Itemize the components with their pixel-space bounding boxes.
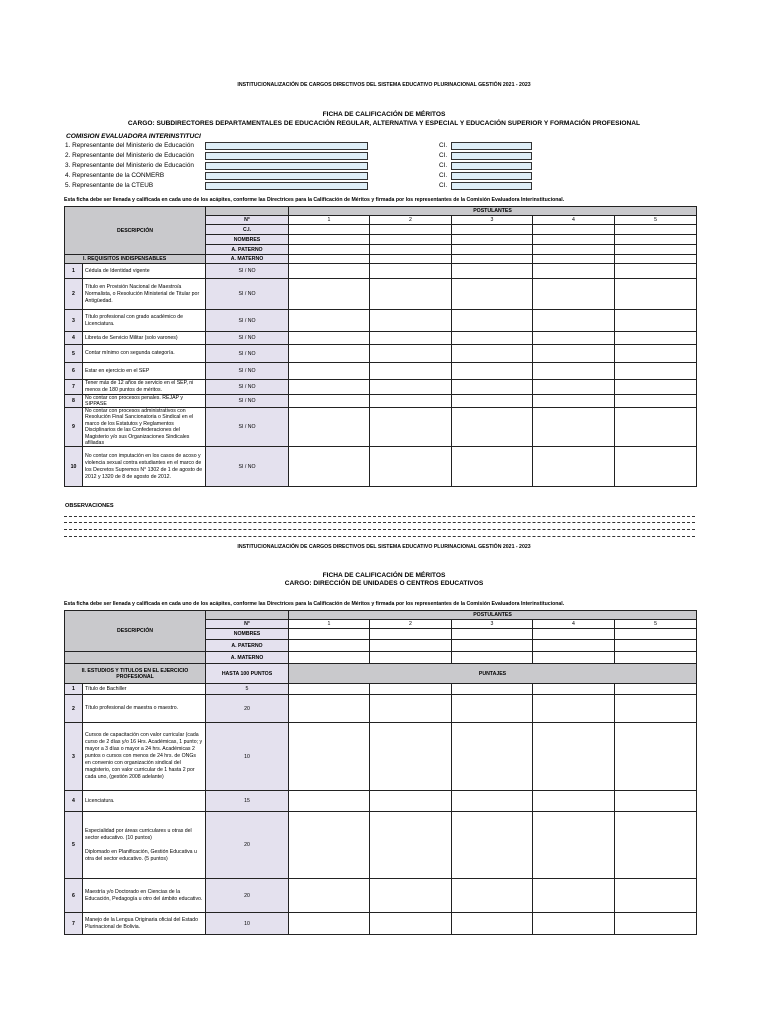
ci-cell[interactable]: [289, 225, 370, 235]
rep-ci-field-1[interactable]: [451, 142, 532, 150]
row-description: Cédula de Identidad vigente: [83, 264, 206, 279]
row-description: Libreta de Servicio Militar (solo varones): [83, 332, 206, 345]
nombres-cell[interactable]: [615, 629, 697, 640]
score-cell[interactable]: [615, 380, 697, 395]
score-cell[interactable]: [452, 791, 533, 812]
row-number: 4: [65, 791, 83, 812]
row-description: Título en Provisión Nacional de Maestro/a Normalista, o Resolución Ministerial de Titular por Antigüedad.: [83, 279, 206, 310]
row-number: 1: [65, 264, 83, 279]
row-description: Título profesional con grado académico de Licenciatura.: [83, 310, 206, 332]
row-value: 15: [206, 791, 289, 812]
page2-cargo: CARGO: DIRECCIÓN DE UNIDADES O CENTROS EDUCATIVOS: [284, 580, 484, 587]
score-cell[interactable]: [615, 408, 697, 447]
row-description: Cursos de capacitación con valor curricular (cada curso de 2 días y/o 16 Hrs. Académicas, 1 punto; y mayor a 3 días o mayor a 24 hrs. Académicas 2 puntos o cursos con menos de 24 hrs. de ONGs en convenio con organización sindical del magisterio, con valor curricular de 1 hasta 2 por cada uno, (gestión 2008 adelante): [83, 723, 206, 791]
postulant-number-2: 2: [370, 620, 452, 629]
nombres-cell[interactable]: [370, 629, 452, 640]
row-label-nombres: NOMBRES: [206, 629, 289, 640]
row-value: SI / NO: [206, 363, 289, 380]
score-cell[interactable]: [289, 879, 370, 913]
table-row: [65, 695, 697, 723]
score-cell[interactable]: [452, 395, 533, 408]
score-cell[interactable]: [370, 408, 452, 447]
row-value: 20: [206, 812, 289, 879]
score-cell[interactable]: [533, 380, 615, 395]
row-description: Tener más de 12 años de servicio en el SEP, ni menos de 180 puntos de méritos.: [83, 380, 206, 395]
score-cell[interactable]: [289, 913, 370, 935]
postulant-number-5: 5: [615, 216, 697, 225]
rep-ci-field-3[interactable]: [451, 162, 532, 170]
rep-name-field-3[interactable]: [205, 162, 368, 170]
score-cell[interactable]: [452, 380, 533, 395]
score-cell[interactable]: [289, 380, 370, 395]
postulant-number-4: 4: [533, 620, 615, 629]
score-cell[interactable]: [615, 363, 697, 380]
rep-name-field-1[interactable]: [205, 142, 368, 150]
score-cell[interactable]: [452, 879, 533, 913]
row-description: Estar en ejercicio en el SEP: [83, 363, 206, 380]
score-cell[interactable]: [452, 408, 533, 447]
score-cell[interactable]: [370, 380, 452, 395]
score-cell[interactable]: [533, 395, 615, 408]
score-cell[interactable]: [289, 447, 370, 487]
rep-name-field-2[interactable]: [205, 152, 368, 160]
score-cell[interactable]: [452, 363, 533, 380]
table-row: [65, 447, 697, 487]
score-cell[interactable]: [533, 791, 615, 812]
rep-ci-label-2: CI.: [439, 152, 448, 159]
row-number: 2: [65, 279, 83, 310]
paterno-cell[interactable]: [533, 245, 615, 255]
score-cell[interactable]: [533, 695, 615, 723]
row-number: 5: [65, 345, 83, 363]
row-description: Título de Bachiller: [83, 684, 206, 695]
score-cell[interactable]: [370, 913, 452, 935]
observaciones-line[interactable]: [64, 516, 695, 517]
row-label-paterno: A. PATERNO: [206, 640, 289, 652]
rep-ci-label-3: CI.: [439, 162, 448, 169]
materno-cell[interactable]: [452, 255, 533, 264]
score-cell[interactable]: [289, 695, 370, 723]
row-number: 10: [65, 447, 83, 487]
section-estudios: II. ESTUDIOS Y TITULOS EN EL EJERCICIO PROFESIONAL: [65, 664, 206, 684]
score-cell[interactable]: [289, 812, 370, 879]
score-cell[interactable]: [615, 264, 697, 279]
row-number: 4: [65, 332, 83, 345]
table-row: [65, 395, 697, 408]
score-cell[interactable]: [533, 684, 615, 695]
paterno-cell[interactable]: [452, 640, 533, 652]
descripcion-header-2: DESCRIPCIÓN: [65, 611, 206, 652]
score-cell[interactable]: [289, 723, 370, 791]
studies-table: [64, 610, 697, 935]
table-row: [65, 408, 697, 447]
paterno-cell[interactable]: [289, 245, 370, 255]
score-cell[interactable]: [615, 345, 697, 363]
paterno-cell[interactable]: [289, 640, 370, 652]
rep-ci-field-2[interactable]: [451, 152, 532, 160]
row-value: 10: [206, 913, 289, 935]
score-cell[interactable]: [533, 264, 615, 279]
materno-cell[interactable]: [533, 652, 615, 664]
score-cell[interactable]: [370, 363, 452, 380]
score-cell[interactable]: [370, 723, 452, 791]
row-description: No contar con procesos penales. REJAP y SIPPASE: [83, 395, 206, 408]
score-cell[interactable]: [452, 264, 533, 279]
row-value: SI / NO: [206, 408, 289, 447]
score-cell[interactable]: [533, 332, 615, 345]
table-row: [65, 332, 697, 345]
page2-header: INSTITUCIONALIZACIÓN DE CARGOS DIRECTIVOS DEL SISTEMA EDUCATIVO PLURINACIONAL GESTIÓN 2021 - 2023: [237, 544, 531, 550]
score-cell[interactable]: [615, 684, 697, 695]
row-value: SI / NO: [206, 380, 289, 395]
row-value: 20: [206, 695, 289, 723]
nombres-cell[interactable]: [289, 629, 370, 640]
row-number: 6: [65, 363, 83, 380]
score-cell[interactable]: [533, 363, 615, 380]
score-cell[interactable]: [370, 695, 452, 723]
score-cell[interactable]: [370, 279, 452, 310]
table-row: [65, 913, 697, 935]
score-cell[interactable]: [452, 723, 533, 791]
score-cell[interactable]: [370, 447, 452, 487]
rep-ci-field-4[interactable]: [451, 172, 532, 180]
score-cell[interactable]: [370, 345, 452, 363]
score-cell[interactable]: [533, 408, 615, 447]
row-description: Manejo de la Lengua Originaria oficial del Estado Plurinacional de Bolivia.: [83, 913, 206, 935]
score-cell[interactable]: [615, 812, 697, 879]
row-description: Licenciatura.: [83, 791, 206, 812]
score-cell[interactable]: [533, 447, 615, 487]
row-value: 20: [206, 879, 289, 913]
score-cell[interactable]: [533, 279, 615, 310]
nombres-cell[interactable]: [452, 235, 533, 245]
rep-name-field-4[interactable]: [205, 172, 368, 180]
page2-title: FICHA DE CALIFICACIÓN DE MÉRITOS: [322, 572, 446, 579]
score-cell[interactable]: [289, 684, 370, 695]
nombres-cell[interactable]: [452, 629, 533, 640]
postulant-number-5: 5: [615, 620, 697, 629]
score-cell[interactable]: [370, 332, 452, 345]
page1-cargo: CARGO: SUBDIRECTORES DEPARTAMENTALES DE EDUCACIÓN REGULAR, ALTERNATIVA Y ESPECIAL Y EDUCACIÓN SUPERIOR Y FORMACIÓN PROFESIONAL: [127, 120, 641, 127]
rep-label-3: 3. Representante del Ministerio de Educación: [65, 162, 194, 169]
materno-cell[interactable]: [370, 652, 452, 664]
score-cell[interactable]: [615, 332, 697, 345]
row-label-materno: A. MATERNO: [206, 255, 289, 264]
rep-label-2: 2. Representante del Ministerio de Educación: [65, 152, 194, 159]
score-cell[interactable]: [370, 264, 452, 279]
row-number: 2: [65, 695, 83, 723]
score-cell[interactable]: [370, 395, 452, 408]
rep-ci-label-5: CI.: [439, 182, 448, 189]
row-number: 3: [65, 723, 83, 791]
score-cell[interactable]: [289, 264, 370, 279]
nombres-cell[interactable]: [615, 235, 697, 245]
observaciones-line[interactable]: [64, 529, 695, 530]
table-row: [65, 363, 697, 380]
row-number: 7: [65, 913, 83, 935]
row-number: 8: [65, 395, 83, 408]
table-row: [65, 723, 697, 791]
materno-cell[interactable]: [289, 255, 370, 264]
paterno-cell[interactable]: [452, 245, 533, 255]
score-cell[interactable]: [615, 310, 697, 332]
score-cell[interactable]: [615, 695, 697, 723]
section-requisitos: I. REQUISITOS INDISPENSABLES: [65, 255, 206, 264]
row-number: 1: [65, 684, 83, 695]
paterno-cell[interactable]: [370, 245, 452, 255]
score-cell[interactable]: [533, 913, 615, 935]
row-value: SI / NO: [206, 395, 289, 408]
table-row: [65, 264, 697, 279]
paterno-cell[interactable]: [615, 640, 697, 652]
score-cell[interactable]: [289, 279, 370, 310]
paterno-cell[interactable]: [370, 640, 452, 652]
score-cell[interactable]: [289, 395, 370, 408]
materno-cell[interactable]: [370, 255, 452, 264]
hasta-100-puntos: HASTA 100 PUNTOS: [206, 664, 289, 684]
materno-cell[interactable]: [615, 652, 697, 664]
rep-ci-field-5[interactable]: [451, 182, 532, 190]
table-row: [65, 380, 697, 395]
row-value: SI / NO: [206, 345, 289, 363]
ci-cell[interactable]: [370, 225, 452, 235]
postulantes-header-2: POSTULANTES: [289, 611, 697, 620]
score-cell[interactable]: [370, 812, 452, 879]
score-cell[interactable]: [370, 310, 452, 332]
page1-header: INSTITUCIONALIZACIÓN DE CARGOS DIRECTIVOS DEL SISTEMA EDUCATIVO PLURINACIONAL GESTIÓN 2021 - 2023: [237, 82, 531, 88]
score-cell[interactable]: [289, 791, 370, 812]
rep-label-5: 5. Representante de la CTEUB: [65, 182, 154, 189]
table-row: [65, 791, 697, 812]
row-number: 3: [65, 310, 83, 332]
observaciones-line[interactable]: [64, 522, 695, 523]
score-cell[interactable]: [452, 279, 533, 310]
requirements-table: [64, 206, 697, 487]
score-cell[interactable]: [452, 345, 533, 363]
nombres-cell[interactable]: [289, 235, 370, 245]
paterno-cell[interactable]: [533, 640, 615, 652]
score-cell[interactable]: [370, 684, 452, 695]
postulant-number-4: 4: [533, 216, 615, 225]
row-value: SI / NO: [206, 447, 289, 487]
postulant-number-3: 3: [452, 620, 533, 629]
nombres-cell[interactable]: [370, 235, 452, 245]
observaciones-line[interactable]: [64, 536, 695, 537]
row-description: No contar con procesos administrativos con Resolución Final Sancionatoria o Sindical en el marco de los Estatutos y Reglamentos Disciplinarios de las Confederaciones del Magisterio y/o sus Organizaciones Sindicales afiliadas: [83, 408, 206, 447]
score-cell[interactable]: [615, 913, 697, 935]
table-row: [65, 879, 697, 913]
score-cell[interactable]: [615, 447, 697, 487]
ci-cell[interactable]: [452, 225, 533, 235]
materno-cell[interactable]: [289, 652, 370, 664]
row-value: SI / NO: [206, 332, 289, 345]
score-cell[interactable]: [289, 332, 370, 345]
row-label-paterno: A. PATERNO: [206, 245, 289, 255]
rep-ci-label-1: CI.: [439, 142, 448, 149]
table-row: [65, 310, 697, 332]
page1-title: FICHA DE CALIFICACIÓN DE MÉRITOS: [322, 111, 446, 118]
row-description: Contar mínimo con segunda categoría.: [83, 345, 206, 363]
score-cell[interactable]: [615, 279, 697, 310]
row-label-nombres: NOMBRES: [206, 235, 289, 245]
postulant-number-1: 1: [289, 216, 370, 225]
row-description: Maestría y/o Doctorado en Ciencias de la Educación, Pedagogía u otro del ámbito educativo.: [83, 879, 206, 913]
nombres-cell[interactable]: [533, 235, 615, 245]
postulant-number-2: 2: [370, 216, 452, 225]
postulant-number-1: 1: [289, 620, 370, 629]
table-row: [65, 812, 697, 879]
row-value: SI / NO: [206, 310, 289, 332]
score-cell[interactable]: [452, 332, 533, 345]
table-row: [65, 684, 697, 695]
score-cell[interactable]: [370, 791, 452, 812]
score-cell[interactable]: [452, 684, 533, 695]
row-number: 9: [65, 408, 83, 447]
paterno-cell[interactable]: [615, 245, 697, 255]
score-cell[interactable]: [289, 363, 370, 380]
materno-cell[interactable]: [452, 652, 533, 664]
score-cell[interactable]: [452, 310, 533, 332]
observaciones-label: OBSERVACIONES: [65, 503, 114, 509]
score-cell[interactable]: [289, 345, 370, 363]
score-cell[interactable]: [533, 879, 615, 913]
row-number: 7: [65, 380, 83, 395]
score-cell[interactable]: [615, 791, 697, 812]
score-cell[interactable]: [615, 879, 697, 913]
puntajes-header: PUNTAJES: [289, 664, 697, 684]
table-row: [65, 279, 697, 310]
page1-note: Esta ficha debe ser llenada y calificada en cada uno de los acápites, conforme las Directrices para la Calificación de Méritos y firmada por los representantes de la Comisión Evaluadora Interinstitucional.: [64, 197, 565, 203]
rep-name-field-5[interactable]: [205, 182, 368, 190]
score-cell[interactable]: [452, 913, 533, 935]
rep-label-4: 4. Representante de la CONMERB: [65, 172, 165, 179]
materno-cell[interactable]: [615, 255, 697, 264]
score-cell[interactable]: [289, 310, 370, 332]
score-cell[interactable]: [452, 695, 533, 723]
score-cell[interactable]: [452, 447, 533, 487]
page2-note: Esta ficha debe ser llenada y calificada en cada uno de los acápites, conforme las Directrices para la Calificación de Méritos y firmada por los representantes de la Comisión Evaluadora Interinstitucional.: [64, 601, 565, 607]
commission-title: COMISION EVALUADORA INTERINSTITUCI: [66, 133, 201, 140]
postulant-number-3: 3: [452, 216, 533, 225]
descripcion-header: DESCRIPCIÓN: [65, 207, 206, 255]
materno-cell[interactable]: [533, 255, 615, 264]
score-cell[interactable]: [533, 310, 615, 332]
score-cell[interactable]: [289, 408, 370, 447]
row-value: SI / NO: [206, 264, 289, 279]
score-cell[interactable]: [615, 395, 697, 408]
score-cell[interactable]: [533, 345, 615, 363]
row-description: Especialidad por áreas curriculares u otras del sector educativo. (10 puntos) Diplomado en Planificación, Gestión Educativa u otra del sector educativo. (5 puntos): [83, 812, 206, 879]
row-label-materno: A. MATERNO: [206, 652, 289, 664]
score-cell[interactable]: [533, 812, 615, 879]
row-value: 10: [206, 723, 289, 791]
ci-cell[interactable]: [533, 225, 615, 235]
row-value: 5: [206, 684, 289, 695]
table-row: [65, 345, 697, 363]
score-cell[interactable]: [370, 879, 452, 913]
row-number: 6: [65, 879, 83, 913]
nombres-cell[interactable]: [533, 629, 615, 640]
score-cell[interactable]: [452, 812, 533, 879]
row-label-n: N°: [206, 216, 289, 225]
row-description: Título profesional de maestra o maestro.: [83, 695, 206, 723]
ci-cell[interactable]: [615, 225, 697, 235]
row-number: 5: [65, 812, 83, 879]
row-label-ci: C.I.: [206, 225, 289, 235]
postulantes-header: POSTULANTES: [289, 207, 697, 216]
row-value: SI / NO: [206, 279, 289, 310]
score-cell[interactable]: [533, 723, 615, 791]
rep-label-1: 1. Representante del Ministerio de Educación: [65, 142, 194, 149]
score-cell[interactable]: [615, 723, 697, 791]
row-description: No contar con imputación en los casos de acoso y violencia sexual contra estudiantes en el marco de los Decretos Supremos N° 1302 de 1 de agosto de 2012 y 1320 de 8 de agosto de 2012.: [83, 447, 206, 487]
rep-ci-label-4: CI.: [439, 172, 448, 179]
row-label-n: N°: [206, 620, 289, 629]
